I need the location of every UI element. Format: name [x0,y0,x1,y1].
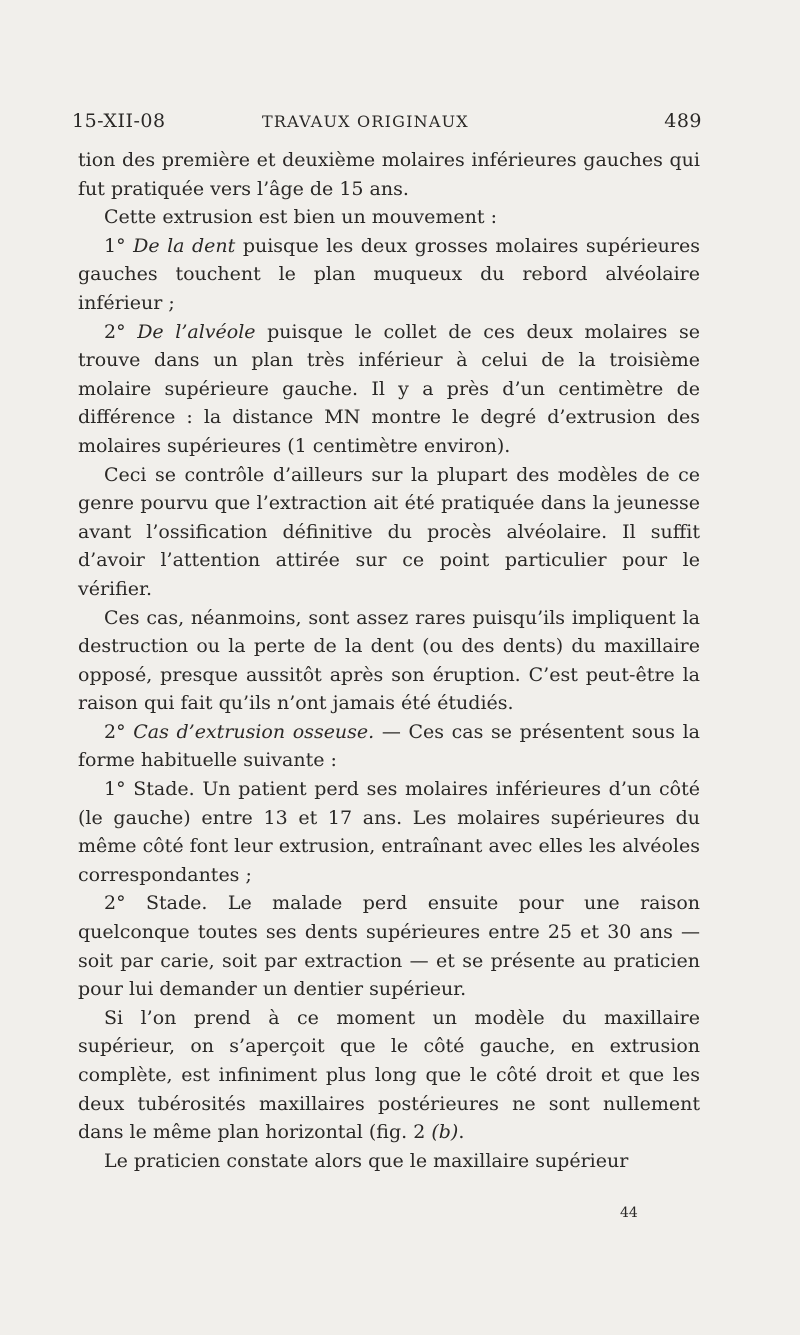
italic-heading: De l’alvéole [137,320,256,343]
paragraph-text: puisque le collet de ces deux molaires se trouve dans un plan très inférieur à celui de la troisième molaire supérieure gauche. Il y a près d’un centimètre de différence : la distance MN montre le degré d’extrusion des molaires supérieures (1 centimètre environ). [78,320,701,457]
paragraph-5: Ceci se contrôle d’ailleurs sur la plupart des modèles de ce genre pourvu que l’extraction ait été pratiquée dans la jeunesse avant l’ossification définitive du procès alvéolaire. Il suffit d’avoir l’attention attirée sur ce point particulier pour le vérifier. [78,463,700,600]
paragraph-8: 1° Stade. Un patient perd ses molaires inférieures d’un côté (le gauche) entre 13 et 17 ans. Les molaires supérieures du même côté font leur extrusion, entraînant avec elles les alvéoles correspondantes ; [78,778,700,886]
paragraph-4 [78,318,700,461]
running-header [72,110,702,142]
paragraph-3 [78,232,700,318]
header-title: TRAVAUX ORIGINAUX [262,112,469,131]
paragraph-1: tion des première et deuxième molaires inférieures gauches qui fut pratiquée vers l’âge de 15 ans. [78,149,700,200]
paragraph-text: puisque les deux grosses molaires supérieures gauches touchent le plan muqueux du rebord alvéolaire inférieur ; [78,234,700,314]
page-number: 489 [664,110,702,132]
paragraph-7 [78,718,700,775]
paragraph-9: 2° Stade. Le malade perd ensuite pour une raison quelconque toutes ses dents supérieures entre 25 et 30 ans — soit par carie, soit par extraction — et se présente au praticien pour lui demander un dentier supérieur. [78,892,700,1001]
italic-heading: Cas d’extrusion osseuse. [133,720,375,743]
header-date: 15-XII-08 [72,110,166,132]
italic-heading: De la dent [133,234,236,257]
paragraph-end: . [458,1121,465,1144]
paragraph-text: — Ces cas se présentent sous la forme habituelle suivante : [78,720,700,772]
item-number: 2° [104,320,126,343]
item-number: 2° [104,720,126,743]
paragraph-11: Le praticien constate alors que le maxillaire supérieur [104,1149,629,1172]
item-number: 1° [104,234,126,257]
paragraph-10 [78,1004,700,1147]
body-text [78,146,700,1175]
paragraph-2: Cette extrusion est bien un mouvement : [104,206,497,229]
signature-mark: 44 [620,1205,638,1221]
paragraph-6: Ces cas, néanmoins, sont assez rares puisqu’ils impliquent la destruction ou la perte de la dent (ou des dents) du maxillaire opposé, presque aussitôt après son éruption. C’est peut-être la raison qui fait qu’ils n’ont jamais été étudiés. [78,606,700,715]
figure-reference: (b) [431,1121,459,1144]
paragraph-text: Si l’on prend à ce moment un modèle du maxillaire supérieur, on s’aperçoit que le côté gauche, en extrusion complète, est infiniment plus long que le côté droit et que les deux tubérosités maxillaires postérieures ne sont nullement dans le même plan horizontal (fig. 2 [78,1006,700,1144]
